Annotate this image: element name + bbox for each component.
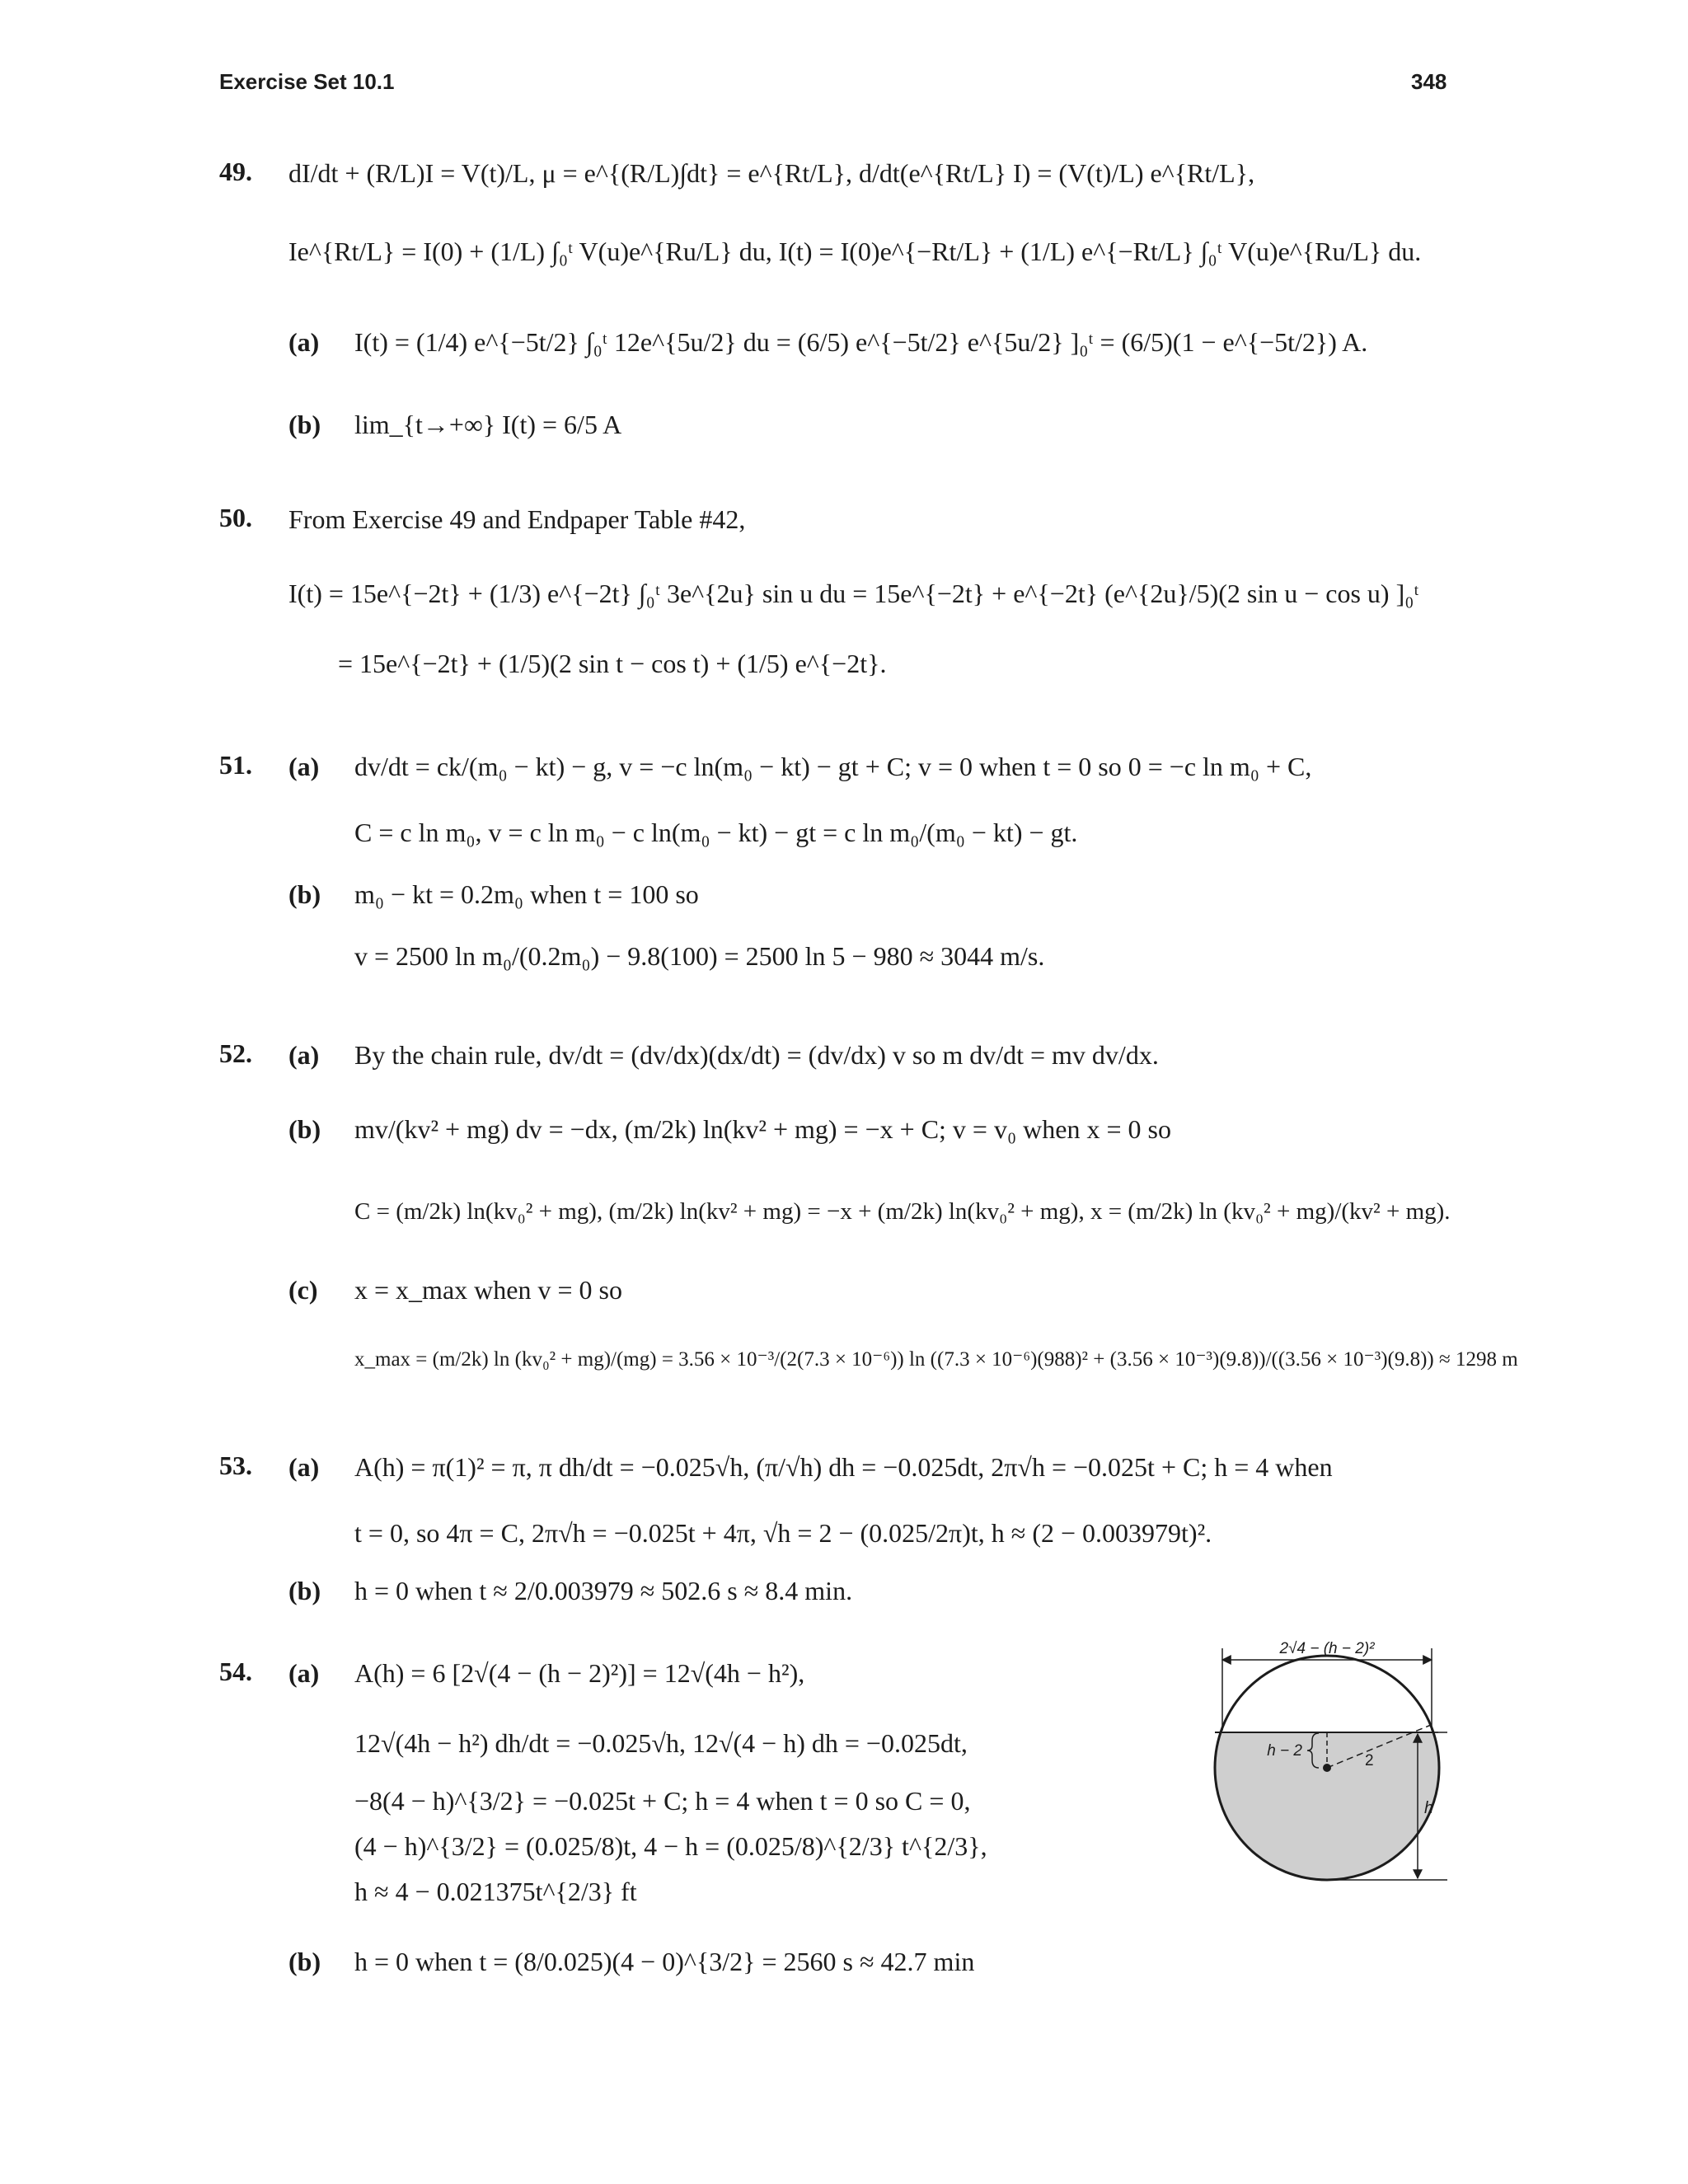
part-label-a: (a) bbox=[288, 1040, 320, 1070]
p51-part-a bbox=[288, 750, 1311, 783]
part-label-a: (a) bbox=[288, 1452, 320, 1482]
p53-part-a bbox=[288, 1451, 1333, 1483]
p51-line-4: v = 2500 ln m₀/(0.2m₀) − 9.8(100) = 2500 ln 5 − 980 ≈ 3044 m/s. bbox=[354, 941, 1045, 971]
problem-number-51: 51. bbox=[219, 750, 252, 780]
p51-part-b bbox=[288, 878, 699, 911]
p53-b-text: h = 0 when t ≈ 2/0.003979 ≈ 502.6 s ≈ 8.4 min. bbox=[354, 1576, 853, 1605]
width-label: 2√4 − (h − 2)² bbox=[1279, 1640, 1375, 1657]
p52-a-text: By the chain rule, dv/dt = (dv/dx)(dx/dt) = (dv/dx) v so m dv/dt = mv dv/dx. bbox=[354, 1040, 1159, 1070]
p53-line-2: t = 0, so 4π = C, 2π√h = −0.025t + 4π, √h = 2 − (0.025/2π)t, h ≈ (2 − 0.003979t)². bbox=[354, 1518, 1212, 1548]
p49-line-2: Ie^{Rt/L} = I(0) + (1/L) ∫₀ᵗ V(u)e^{Ru/L} du, I(t) = I(0)e^{−Rt/L} + (1/L) e^{−Rt/L} ∫₀ᵗ V(u)e^{Ru/L} du. bbox=[288, 237, 1422, 266]
p52-part-b bbox=[288, 1113, 1171, 1146]
p49-b-text: lim_{t→+∞} I(t) = 6/5 A bbox=[354, 410, 622, 439]
p54-part-a bbox=[288, 1657, 804, 1690]
center-point bbox=[1323, 1764, 1331, 1772]
p53-part-b bbox=[288, 1574, 852, 1607]
part-label-c: (c) bbox=[288, 1275, 318, 1305]
p49-part-b bbox=[288, 408, 621, 441]
problem-number-52: 52. bbox=[219, 1038, 252, 1068]
page-number: 348 bbox=[1411, 69, 1447, 94]
offset-label: h − 2 bbox=[1267, 1742, 1302, 1760]
p50-line-1: From Exercise 49 and Endpaper Table #42, bbox=[288, 504, 746, 534]
part-label-b: (b) bbox=[288, 1576, 321, 1605]
p51-b-text: m₀ − kt = 0.2m₀ when t = 100 so bbox=[354, 879, 699, 909]
tank-diagram bbox=[1203, 1640, 1500, 1912]
section-title: Exercise Set 10.1 bbox=[219, 69, 395, 94]
p52-part-a bbox=[288, 1038, 1159, 1071]
p50-line-2: I(t) = 15e^{−2t} + (1/3) e^{−2t} ∫₀ᵗ 3e^{2u} sin u du = 15e^{−2t} + e^{−2t} (e^{2u}/5)(2 sin u − cos u) ]₀ᵗ bbox=[288, 579, 1419, 608]
part-label-b: (b) bbox=[288, 879, 321, 909]
p52-line-3: C = (m/2k) ln(kv₀² + mg), (m/2k) ln(kv² + mg) = −x + (m/2k) ln(kv₀² + mg), x = (m/2k) ln (kv₀² + mg)/(kv² + mg). bbox=[354, 1198, 1451, 1225]
part-label-a: (a) bbox=[288, 752, 320, 781]
p54-line-3: −8(4 − h)^{3/2} = −0.025t + C; h = 4 when t = 0 so C = 0, bbox=[354, 1786, 971, 1816]
p49-part-a bbox=[288, 326, 1367, 359]
p50-line-3: = 15e^{−2t} + (1/5)(2 sin t − cos t) + (1/5) e^{−2t}. bbox=[338, 649, 887, 678]
part-label-b: (b) bbox=[288, 1114, 321, 1144]
problem-number-49: 49. bbox=[219, 157, 252, 186]
part-label-b: (b) bbox=[288, 1947, 321, 1976]
p52-part-c bbox=[288, 1273, 622, 1306]
p49-a-text: I(t) = (1/4) e^{−5t/2} ∫₀ᵗ 12e^{5u/2} du = (6/5) e^{−5t/2} e^{5u/2} ]₀ᵗ = (6/5)(1 − e^{−5t/2}) A. bbox=[354, 327, 1368, 357]
radius-label: 2 bbox=[1365, 1752, 1374, 1769]
p54-a-text: A(h) = 6 [2√(4 − (h − 2)²)] = 12√(4h − h²), bbox=[354, 1658, 805, 1688]
p52-c-text: x = x_max when v = 0 so bbox=[354, 1275, 622, 1305]
part-label-b: (b) bbox=[288, 410, 321, 439]
p54-line-4: (4 − h)^{3/2} = (0.025/8)t, 4 − h = (0.025/8)^{2/3} t^{2/3}, bbox=[354, 1831, 987, 1861]
p52-line-5: x_max = (m/2k) ln (kv₀² + mg)/(mg) = 3.56 × 10⁻³/(2(7.3 × 10⁻⁶)) ln ((7.3 × 10⁻⁶)(988)² + (3.56 × 10⁻³)(9.8))/((3.56 × 10⁻³)(9.8)) ≈ 1298 m bbox=[354, 1348, 1518, 1371]
problem-number-50: 50. bbox=[219, 503, 252, 532]
p51-a-text: dv/dt = ck/(m₀ − kt) − g, v = −c ln(m₀ − kt) − gt + C; v = 0 when t = 0 so 0 = −c ln m₀ + C, bbox=[354, 752, 1312, 781]
p52-b-text: mv/(kv² + mg) dv = −dx, (m/2k) ln(kv² + mg) = −x + C; v = v₀ when x = 0 so bbox=[354, 1114, 1171, 1144]
p51-line-2: C = c ln m₀, v = c ln m₀ − c ln(m₀ − kt) − gt = c ln m₀/(m₀ − kt) − gt. bbox=[354, 818, 1078, 847]
p53-a-text: A(h) = π(1)² = π, π dh/dt = −0.025√h, (π/√h) dh = −0.025dt, 2π√h = −0.025t + C; h = 4 when bbox=[354, 1452, 1333, 1482]
problem-number-54: 54. bbox=[219, 1657, 252, 1686]
p54-line-5: h ≈ 4 − 0.021375t^{2/3} ft bbox=[354, 1877, 637, 1906]
part-label-a: (a) bbox=[288, 1658, 320, 1688]
problem-number-53: 53. bbox=[219, 1451, 252, 1480]
p54-b-text: h = 0 when t = (8/0.025)(4 − 0)^{3/2} = 2560 s ≈ 42.7 min bbox=[354, 1947, 975, 1976]
p54-line-2: 12√(4h − h²) dh/dt = −0.025√h, 12√(4 − h) dh = −0.025dt, bbox=[354, 1728, 968, 1758]
p54-part-b bbox=[288, 1945, 974, 1978]
part-label-a: (a) bbox=[288, 327, 320, 357]
height-label: h bbox=[1424, 1799, 1434, 1817]
p49-line-1: dI/dt + (R/L)I = V(t)/L, μ = e^{(R/L)∫dt} = e^{Rt/L}, d/dt(e^{Rt/L} I) = (V(t)/L) e^{Rt/L}, bbox=[288, 158, 1255, 188]
